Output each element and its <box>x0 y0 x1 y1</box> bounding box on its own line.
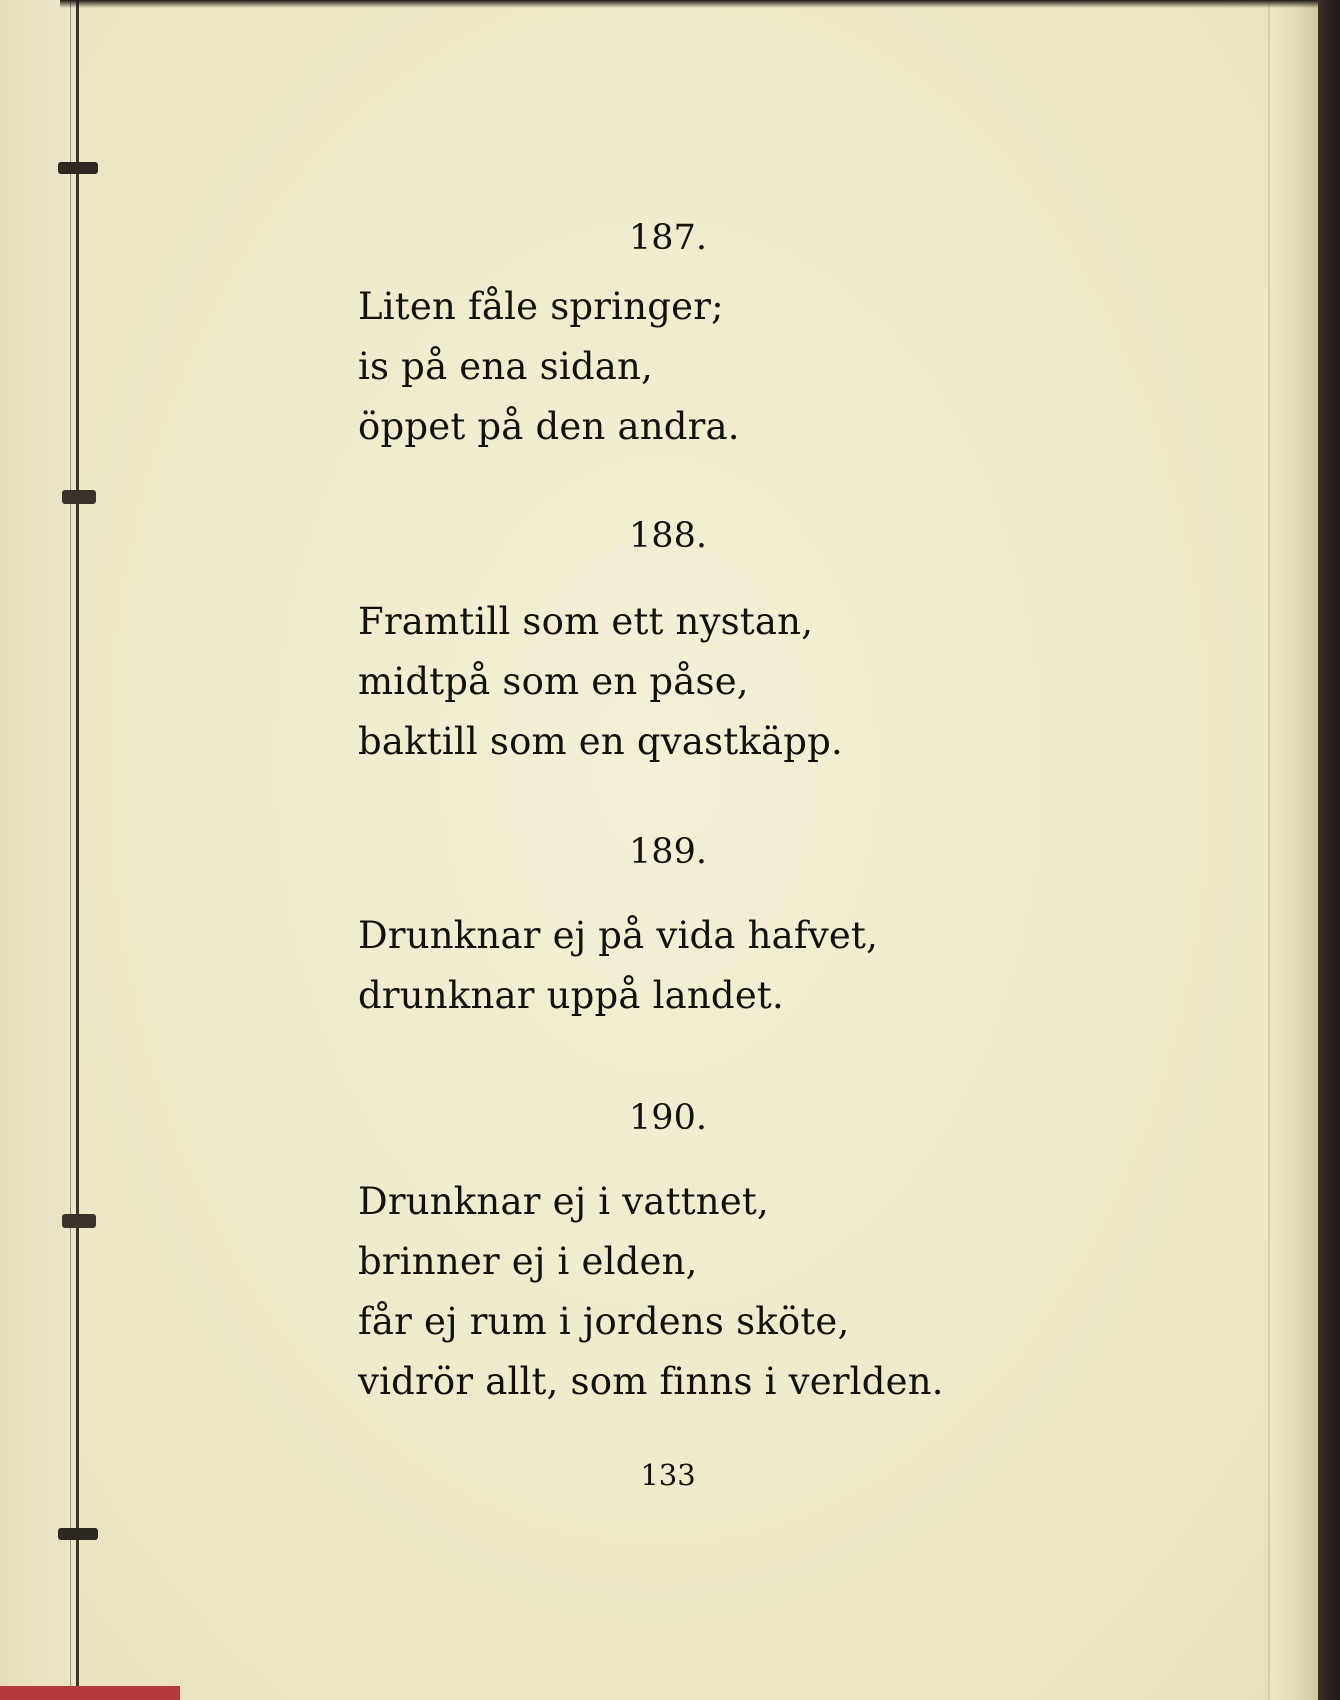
page-number: 133 <box>640 1458 696 1492</box>
verse-line: drunknar uppå landet. <box>358 974 784 1017</box>
riddle-number: 190. <box>629 1098 707 1138</box>
book-cover-edge <box>1318 0 1340 1700</box>
verse-line: öppet på den andra. <box>358 405 740 448</box>
page-edge <box>1268 0 1320 1700</box>
binding-stitch <box>62 490 96 504</box>
riddle-number: 187. <box>629 218 707 258</box>
verse-line: får ej rum i jordens sköte, <box>358 1300 850 1343</box>
verse-line: Framtill som ett nystan, <box>358 600 814 643</box>
spine-fold-line <box>70 0 71 1700</box>
binding-stitch <box>62 1214 96 1228</box>
verse-line: vidrör allt, som finns i verlden. <box>358 1360 944 1403</box>
verse-line: Drunknar ej i vattnet, <box>358 1180 769 1223</box>
riddle-number: 188. <box>629 516 707 556</box>
page-gutter <box>0 0 80 1700</box>
verse-line: brinner ej i elden, <box>358 1240 698 1283</box>
verse-line: Liten fåle springer; <box>358 285 724 328</box>
verse-line: midtpå som en påse, <box>358 660 749 703</box>
verse-line: is på ena sidan, <box>358 345 653 388</box>
cover-corner <box>0 1686 180 1700</box>
binding-stitch <box>58 162 98 174</box>
verse-line: baktill som en qvastkäpp. <box>358 720 844 763</box>
page-content <box>358 0 1058 1700</box>
verse-line: Drunknar ej på vida hafvet, <box>358 914 879 957</box>
riddle-number: 189. <box>629 832 707 872</box>
binding-stitch <box>58 1528 98 1540</box>
spine-binding-edge <box>76 0 79 1700</box>
